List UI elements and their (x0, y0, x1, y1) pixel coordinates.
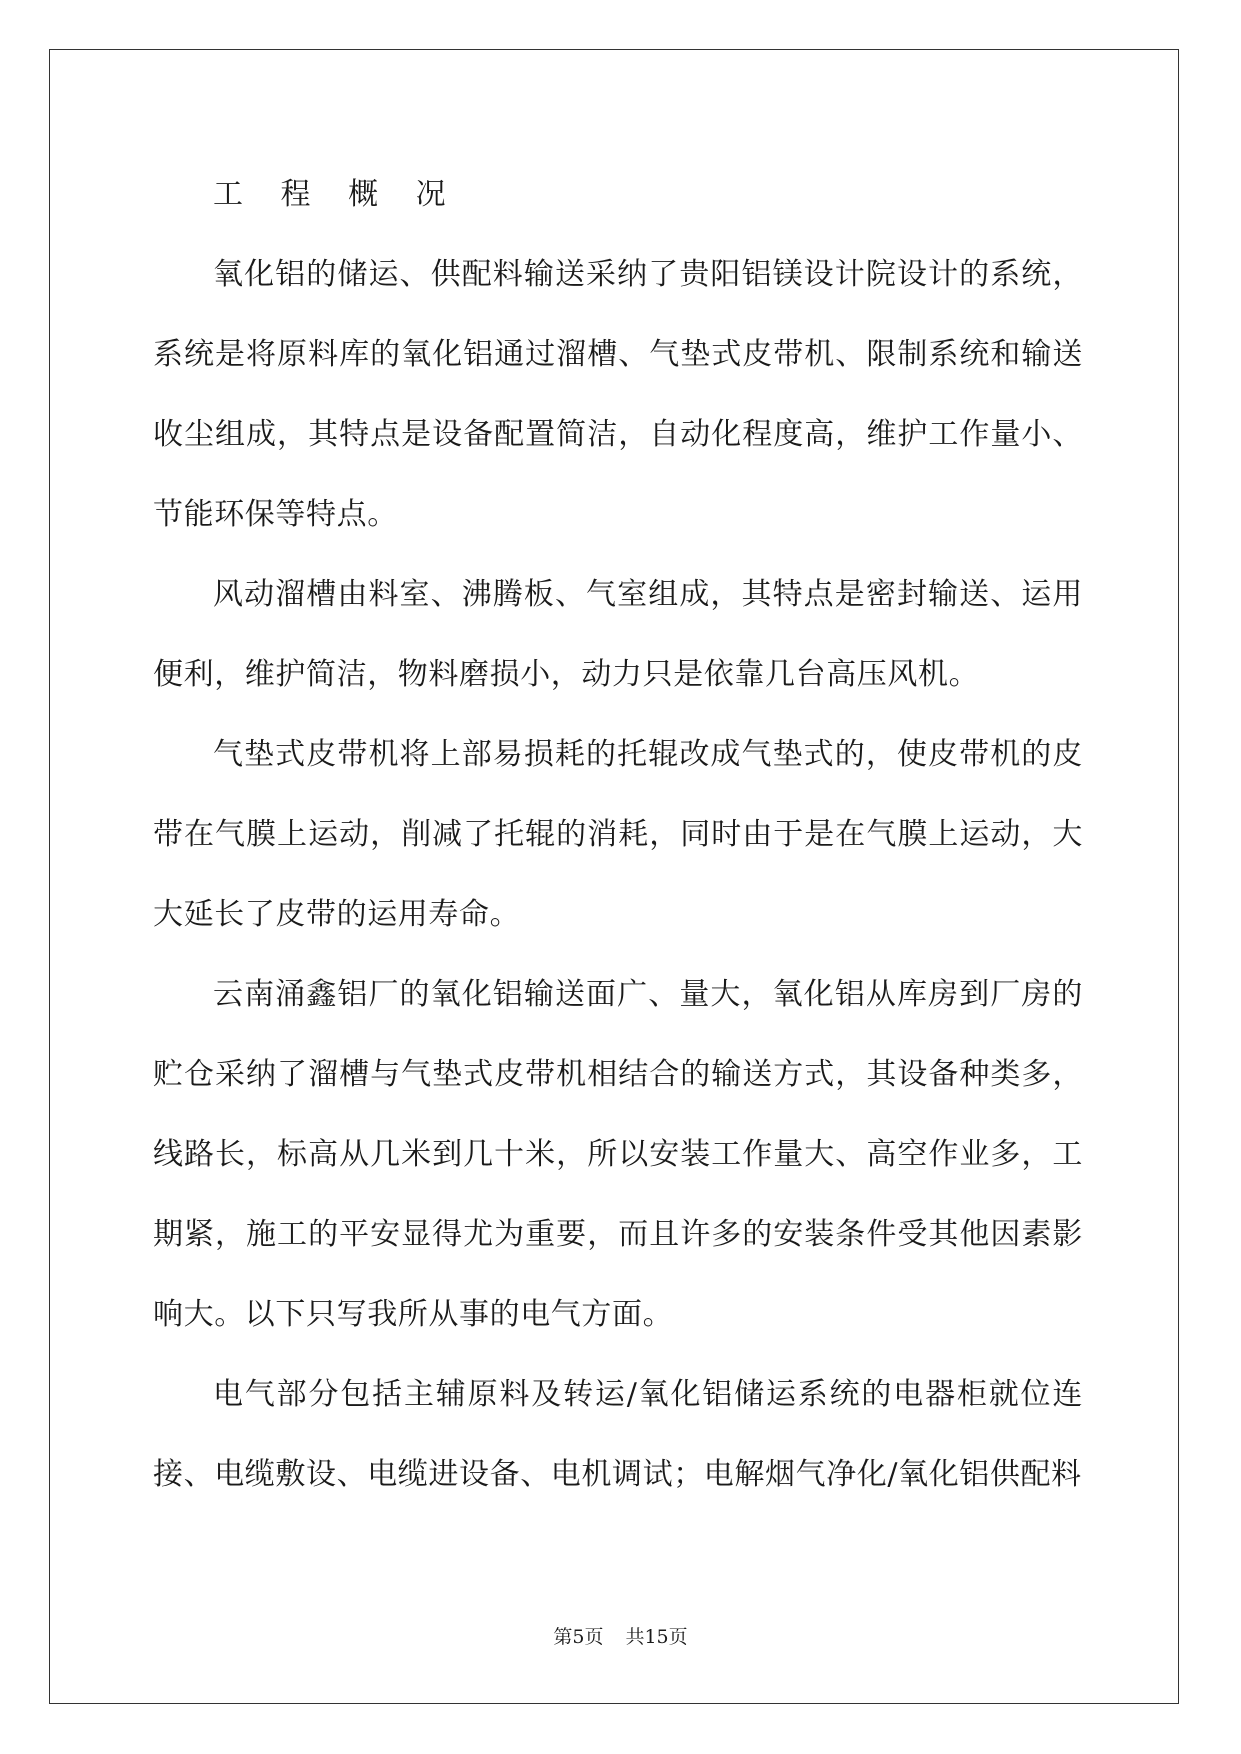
paragraph: 电气部分包括主辅原料及转运/氧化铝储运系统的电器柜就位连接、电缆敷设、电缆进设备、电机调试；电解烟气净化/氧化铝供配料 (153, 1377, 1083, 1492)
paragraph: 风动溜槽由料室、沸腾板、气室组成，其特点是密封输送、运用便利，维护简洁，物料磨损小，动力只是依靠几台高压风机。 (153, 577, 1083, 692)
page-footer (0, 1625, 1241, 1649)
paragraph: 氧化铝的储运、供配料输送采纳了贵阳铝镁设计院设计的系统，系统是将原料库的氧化铝通过溜槽、气垫式皮带机、限制系统和输送收尘组成，其特点是设备配置简洁，自动化程度高，维护工作量小、节能环保等特点。 (153, 257, 1083, 532)
document-body (153, 155, 1083, 1515)
section-heading: 工 程 概 况 (213, 177, 460, 212)
page-total: 共15页 (625, 1626, 688, 1648)
paragraph: 气垫式皮带机将上部易损耗的托辊改成气垫式的，使皮带机的皮带在气膜上运动，削减了托辊的消耗，同时由于是在气膜上运动，大大延长了皮带的运用寿命。 (153, 737, 1083, 932)
paragraph: 云南涌鑫铝厂的氧化铝输送面广、量大，氧化铝从库房到厂房的贮仓采纳了溜槽与气垫式皮带机相结合的输送方式，其设备种类多，线路长，标高从几米到几十米，所以安装工作量大、高空作业多，工期紧，施工的平安显得尤为重要，而且许多的安装条件受其他因素影响大。以下只写我所从事的电气方面。 (153, 977, 1083, 1332)
page-number: 第5页 (553, 1626, 604, 1648)
